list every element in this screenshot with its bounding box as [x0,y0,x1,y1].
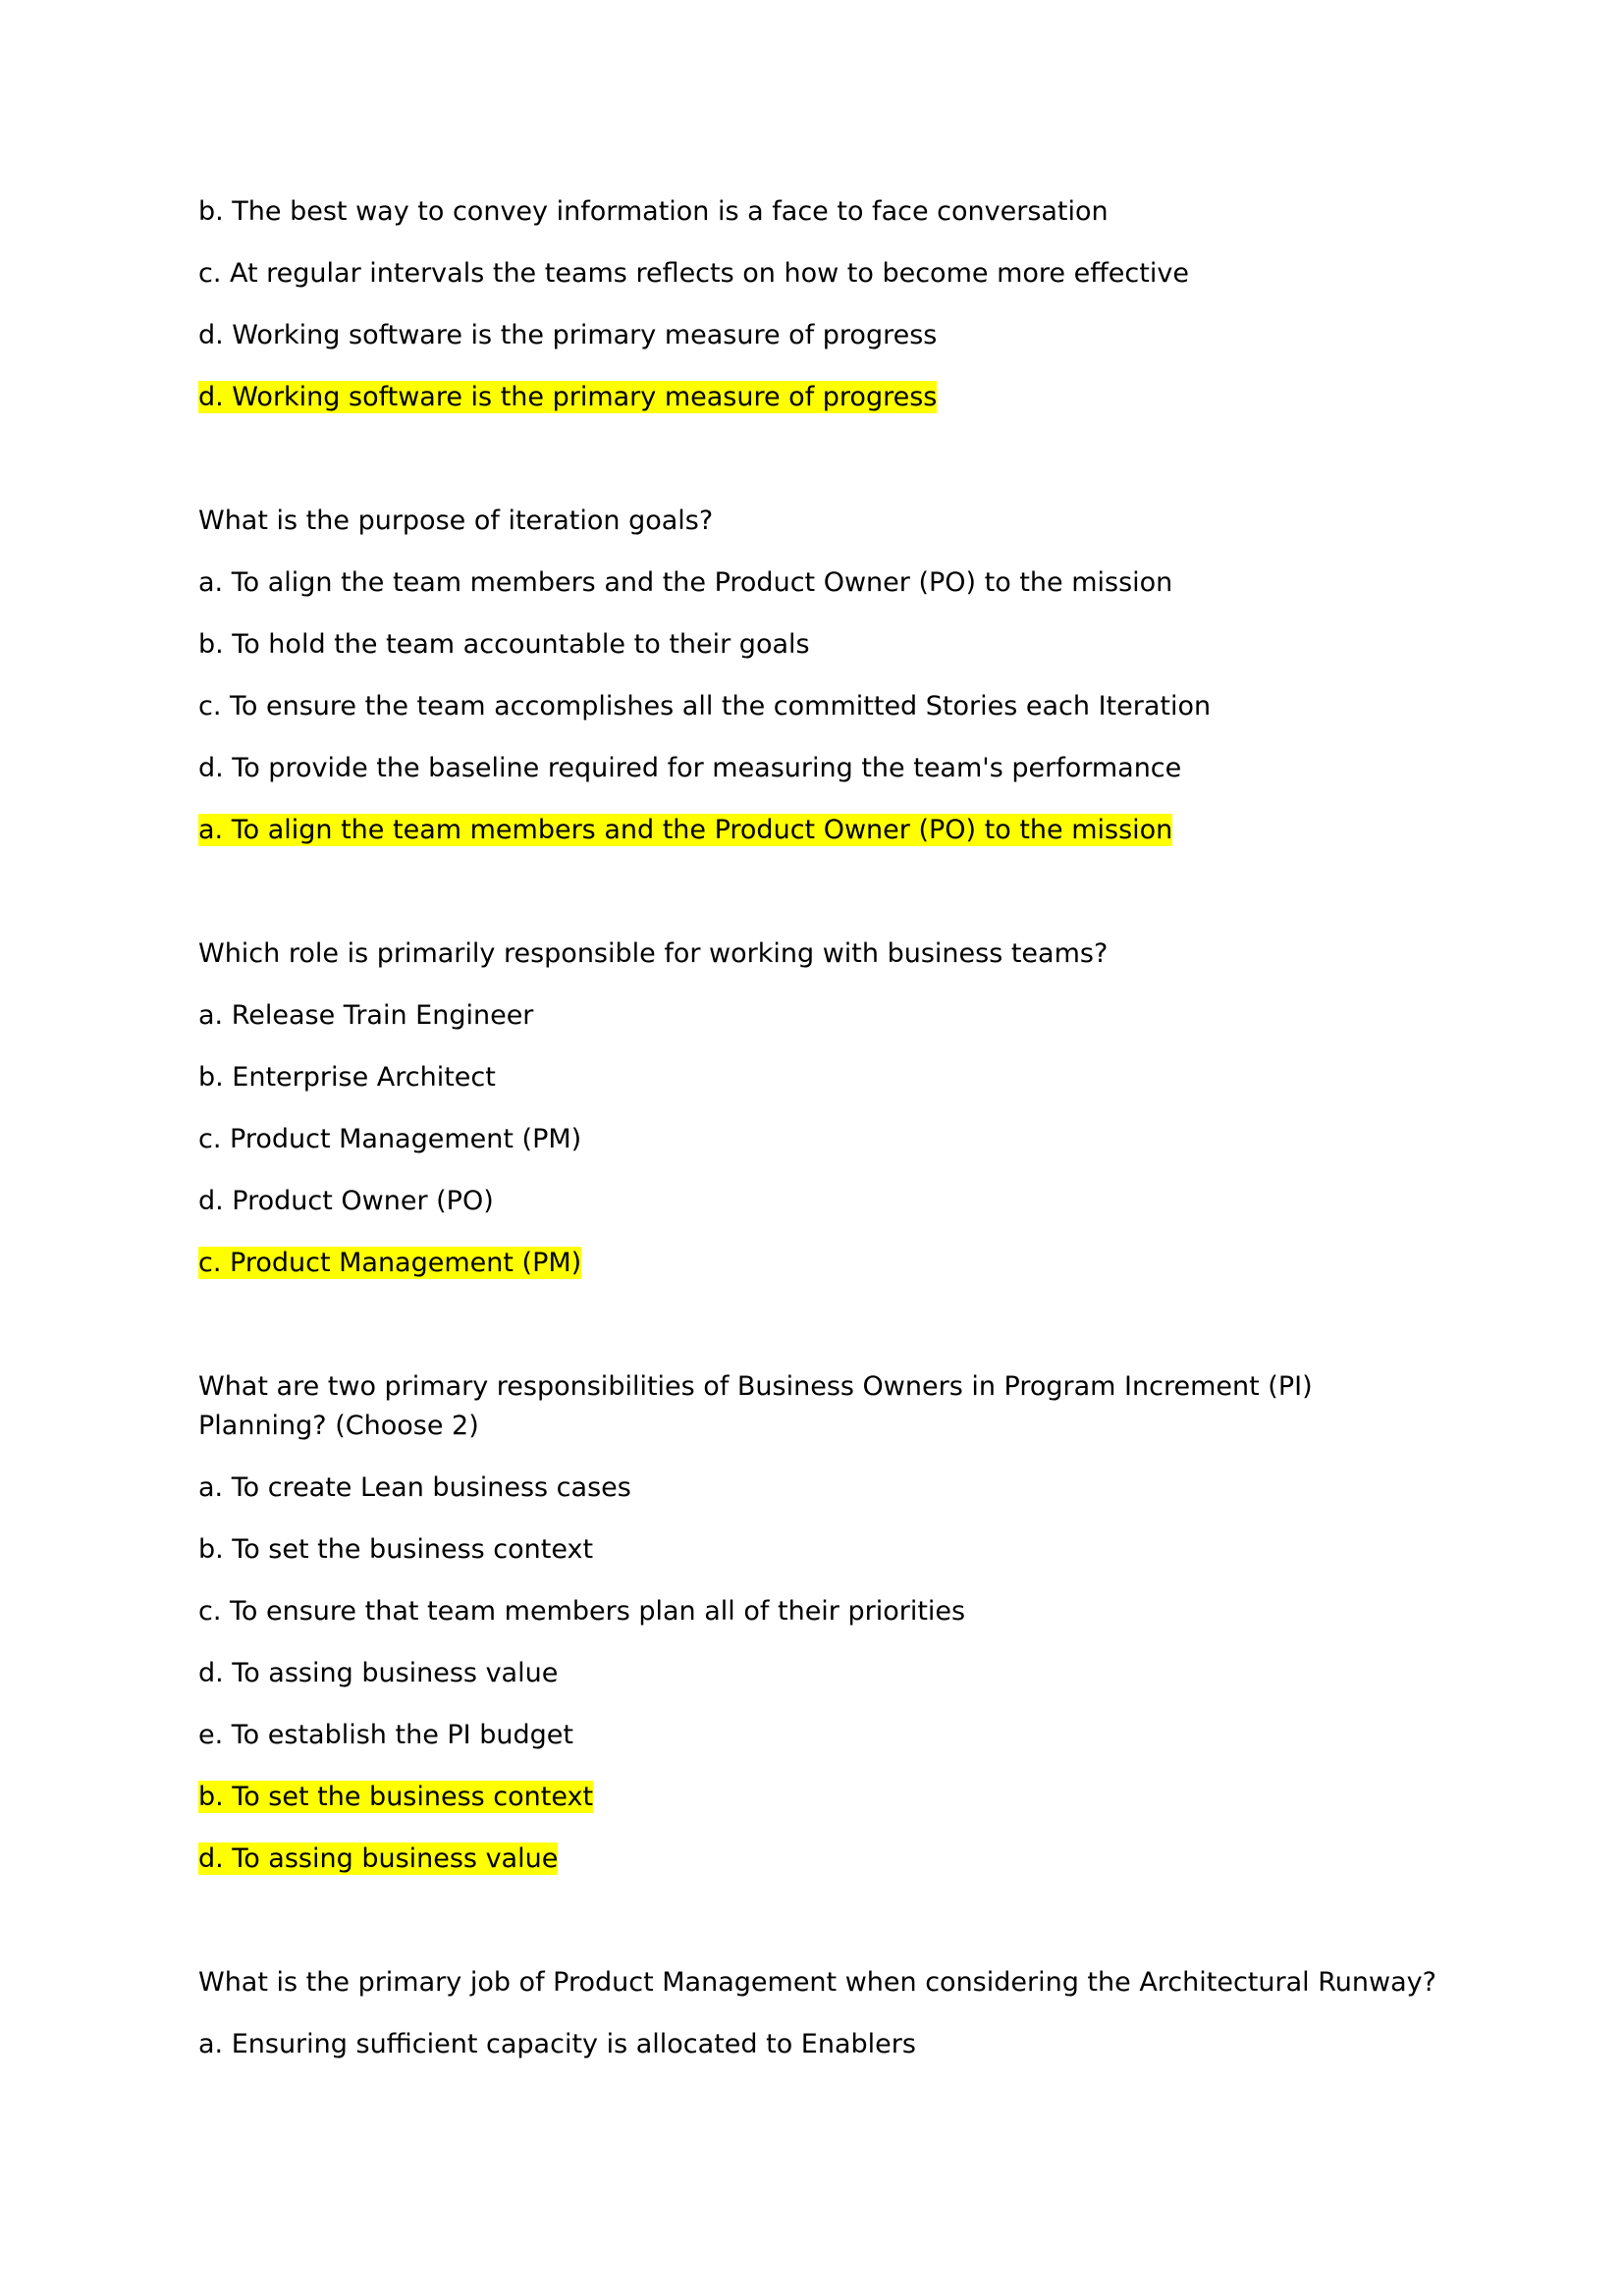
option-text: a. To create Lean business cases [198,1472,631,1503]
answer-line [198,1244,1435,1283]
option-text: e. To establish the PI budget [198,1720,573,1750]
option-text: d. Working software is the primary measure of progress [198,320,938,350]
answer-line [198,811,1435,850]
option-text: d. Product Owner (PO) [198,1186,494,1216]
option-text: c. To ensure the team accomplishes all the committed Stories each Iteration [198,691,1212,721]
option-text: a. To align the team members and the Product Owner (PO) to the mission [198,567,1173,598]
highlighted-answer: d. Working software is the primary measure of progress [198,382,938,412]
option-text: b. To hold the team accountable to their goals [198,629,810,660]
question-block [198,934,1435,1283]
question-block [198,1367,1435,1879]
option-text: a. Release Train Engineer [198,1000,534,1031]
option-text: c. Product Management (PM) [198,1124,582,1154]
spacer [198,873,1435,934]
question-text: What is the purpose of iteration goals? [198,506,714,536]
question-text: Which role is primarily responsible for working with business teams? [198,938,1109,969]
option-text: a. Ensuring sufficient capacity is allocated to Enablers [198,2029,916,2059]
document-page [198,192,1435,2087]
question-block [198,192,1435,417]
answer-line [198,378,1435,417]
question-block [198,502,1435,850]
option-text: c. To ensure that team members plan all of their priorities [198,1596,966,1627]
option-text: b. Enterprise Architect [198,1062,496,1093]
option-text: b. To set the business context [198,1534,594,1565]
spacer [198,1901,1435,1963]
highlighted-answer: c. Product Management (PM) [198,1248,582,1278]
option-text: d. To provide the baseline required for measuring the team's performance [198,753,1182,783]
spacer [198,440,1435,502]
highlighted-answer: d. To assing business value [198,1843,559,1874]
option-text: d. To assing business value [198,1658,559,1688]
highlighted-answer: b. To set the business context [198,1782,594,1812]
answer-line [198,1840,1435,1879]
spacer [198,1306,1435,1367]
question-text: What are two primary responsibilities of Business Owners in Program Increment (PI) Planning? (Choose 2) [198,1371,1313,1441]
answer-line [198,1778,1435,1817]
question-block [198,1963,1435,2064]
question-text: What is the primary job of Product Management when considering the Architectural Runway? [198,1967,1436,1998]
highlighted-answer: a. To align the team members and the Product Owner (PO) to the mission [198,815,1173,845]
option-text: c. At regular intervals the teams reflects on how to become more effective [198,258,1189,289]
option-text: b. The best way to convey information is a face to face conversation [198,196,1109,227]
